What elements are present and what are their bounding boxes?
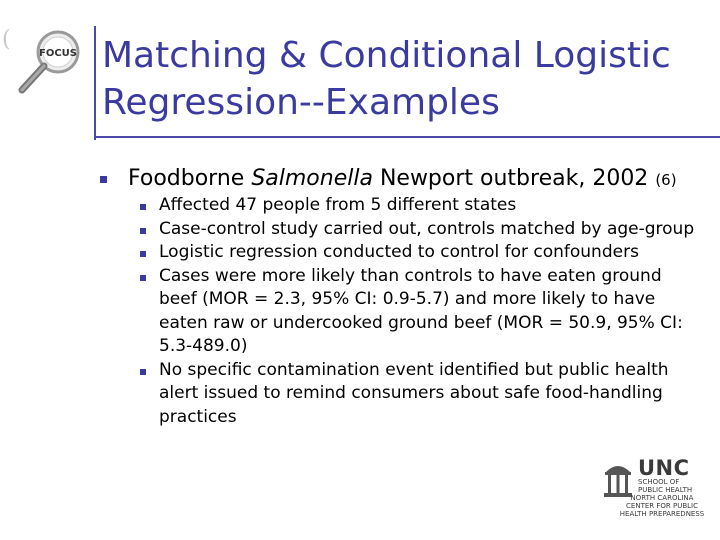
focus-logo-text: FOCUS [39,48,77,59]
unc-logo [602,458,706,520]
sub-bullet-text: Affected 47 people from 5 different states [159,195,517,215]
main-bullet-after: Newport outbreak, 2002 [372,166,656,191]
sub-bullet [140,218,700,242]
sub-bullet-text: Case-control study carried out, controls matched by age-group [159,218,695,239]
sub-bullet [140,359,700,430]
sub-bullet-text: Logistic regression conducted to control for confounders [159,242,639,262]
svg-text:(: ( [2,27,11,52]
focus-logo [0,26,90,136]
unc-center-line-2: CENTER FOR PUBLIC [626,502,698,510]
bullet-square-icon [140,369,146,375]
bullet-square-icon [100,176,107,183]
unc-center-line-1: NORTH CAROLINA [630,494,694,502]
unc-school-line-2: PUBLIC HEALTH [638,486,693,494]
sub-bullet-list [140,194,700,429]
bullet-square-icon [140,228,146,234]
title-line-2: Regression--Examples [102,82,500,123]
sub-bullet-text: No specific contamination event identified but public health alert issued to remind consumers about safe food-handling practices [159,359,669,427]
bullet-square-icon [140,251,146,257]
unc-school-line-1: SCHOOL OF [638,478,680,486]
unc-name: UNC [638,456,690,480]
main-bullet-before: Foodborne [128,166,252,191]
unc-center-line-3: HEALTH PREPAREDNESS [619,510,705,518]
title-line-1: Matching & Conditional Logistic [102,35,671,76]
sub-bullet [140,194,700,218]
magnifier-icon [0,26,90,136]
main-bullet-ref: (6) [655,171,677,189]
title-horizontal-rule [94,136,720,138]
unc-center-text [618,494,706,518]
unc-text [638,458,692,494]
main-bullet-italic: Salmonella [251,166,373,191]
title-vertical-rule [94,26,96,140]
bullet-square-icon [140,204,146,210]
sub-bullet [140,265,700,359]
slide-title [102,32,702,126]
sub-bullet [140,241,700,265]
main-bullet-text [128,165,677,194]
bullet-square-icon [140,275,146,281]
sub-bullet-text: Cases were more likely than controls to have eaten ground beef (MOR = 2.3, 95% CI: 0.9-5.7) and more likely to have eaten raw or undercooked ground beef (MOR = 50.9, 95% CI: 5.3-489.0) [159,265,683,356]
